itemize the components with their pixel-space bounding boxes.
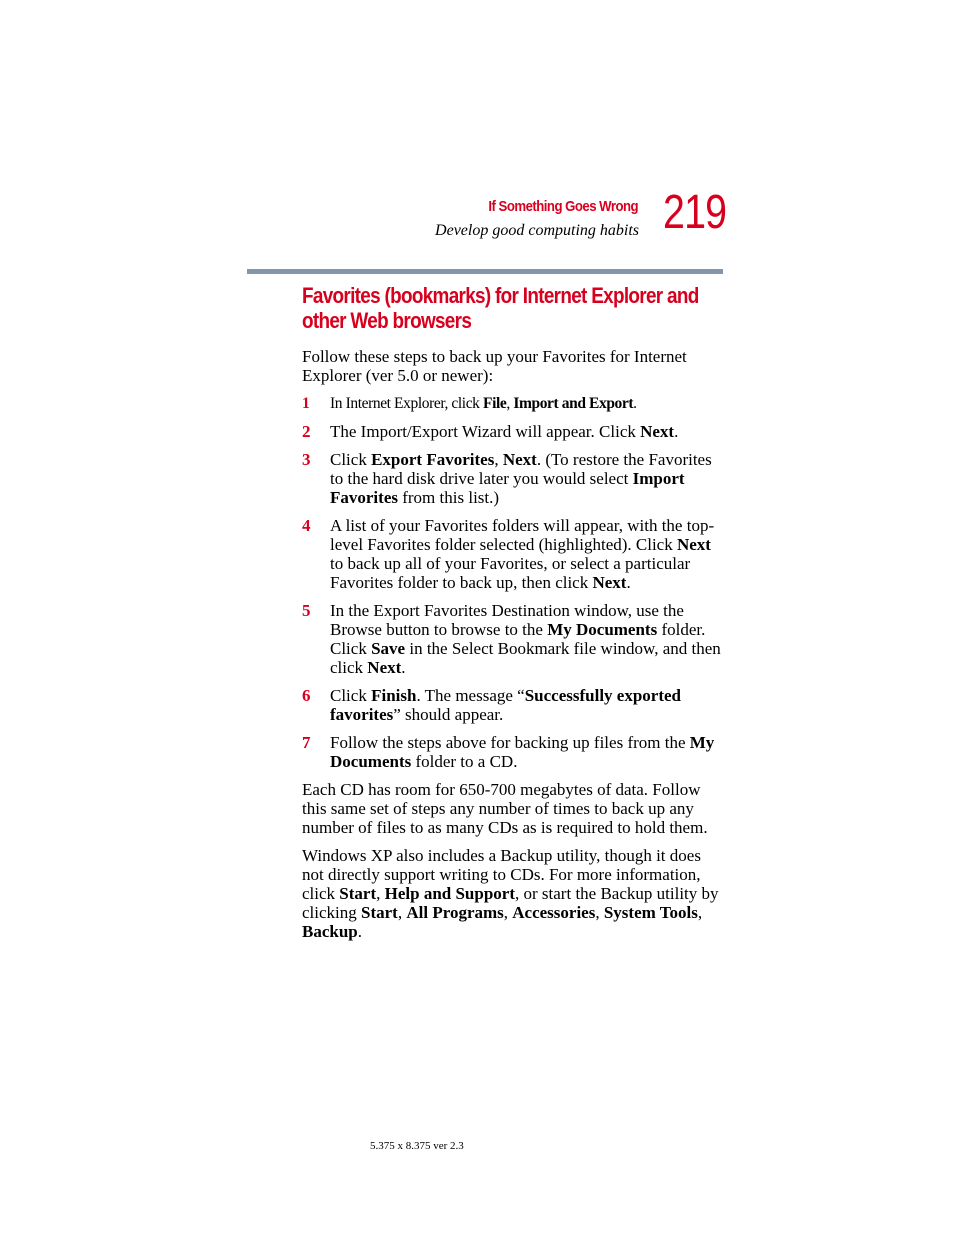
print-spec-footer: 5.375 x 8.375 ver 2.3 bbox=[370, 1140, 464, 1152]
step-text: In the Export Favorites Destination window, use the Browse button to browse to the My Documents folder. Click Save in the Select Bookmark file window, and then click Next. bbox=[330, 601, 721, 677]
windows-xp-backup-paragraph: Windows XP also includes a Backup utility, though it does not directly support writing to CDs. For more information, click Start, Help and Support, or start the Backup utility by clicking Start, All Programs, Accessories, System Tools, Backup. bbox=[302, 846, 719, 941]
bold-term: Next bbox=[640, 422, 675, 441]
step-item bbox=[302, 422, 722, 441]
bold-term: All Programs bbox=[406, 903, 504, 922]
step-number: 3 bbox=[302, 450, 311, 469]
bold-term: Finish bbox=[371, 686, 417, 705]
step-text: A list of your Favorites folders will appear, with the top-level Favorites folder selected (highlighted). Click Next to back up all of your Favorites, or select a particular Favorites folder to back up, then click Next. bbox=[330, 516, 715, 592]
bold-term: Import Favorites bbox=[330, 469, 685, 507]
bold-term: Backup bbox=[302, 922, 358, 941]
bold-term: Next bbox=[676, 535, 711, 554]
bold-term: Help and Support bbox=[384, 884, 516, 903]
steps-list bbox=[302, 394, 722, 771]
bold-term: Save bbox=[371, 639, 406, 658]
header-rule bbox=[247, 269, 723, 274]
step-number: 7 bbox=[302, 733, 311, 752]
step-text: The Import/Export Wizard will appear. Click Next. bbox=[330, 422, 679, 441]
step-number: 5 bbox=[302, 601, 311, 620]
step-text: Follow the steps above for backing up files from the My Documents folder to a CD. bbox=[330, 733, 715, 771]
bold-term: Start bbox=[339, 884, 377, 903]
cd-capacity-paragraph: Each CD has room for 650-700 megabytes of data. Follow this same set of steps any number of times to back up any number of files to as many CDs as is required to hold them. bbox=[302, 780, 708, 837]
intro-paragraph: Follow these steps to back up your Favorites for Internet Explorer (ver 5.0 or newer): bbox=[302, 347, 687, 385]
bold-term: My Documents bbox=[547, 620, 658, 639]
bold-term: Successfully exported favorites bbox=[330, 686, 682, 724]
step-text: Click Finish. The message “Successfully exported favorites” should appear. bbox=[330, 686, 682, 724]
bold-term: Start bbox=[361, 903, 398, 922]
step-text: Click Export Favorites, Next. (To restore the Favorites to the hard disk drive later you would select Import Favorites from this list.) bbox=[330, 450, 712, 507]
step-text: In Internet Explorer, click File, Import and Export. bbox=[330, 395, 637, 412]
bold-term: File bbox=[483, 395, 507, 412]
step-item bbox=[302, 450, 722, 507]
running-header-section: Develop good computing habits bbox=[435, 222, 639, 239]
step-number: 1 bbox=[302, 395, 310, 412]
step-item bbox=[302, 394, 722, 413]
bold-term: System Tools bbox=[603, 903, 698, 922]
running-header-chapter: If Something Goes Wrong bbox=[488, 198, 638, 215]
step-item bbox=[302, 733, 722, 771]
bold-term: Export Favorites bbox=[371, 450, 495, 469]
bold-term: My Documents bbox=[330, 733, 715, 771]
bold-term: Next bbox=[592, 573, 627, 592]
step-item bbox=[302, 686, 722, 724]
bold-term: Next bbox=[367, 658, 402, 677]
step-number: 4 bbox=[302, 516, 311, 535]
bold-term: Import and Export bbox=[513, 395, 634, 412]
step-number: 2 bbox=[302, 422, 311, 441]
section-title: Favorites (bookmarks) for Internet Explorer and other Web browsers bbox=[302, 283, 699, 333]
bold-term: Accessories bbox=[512, 903, 596, 922]
step-number: 6 bbox=[302, 686, 311, 705]
page-content bbox=[302, 283, 722, 950]
step-item bbox=[302, 601, 722, 677]
bold-term: Next bbox=[502, 450, 537, 469]
step-item bbox=[302, 516, 722, 592]
page-number: 219 bbox=[663, 186, 727, 239]
